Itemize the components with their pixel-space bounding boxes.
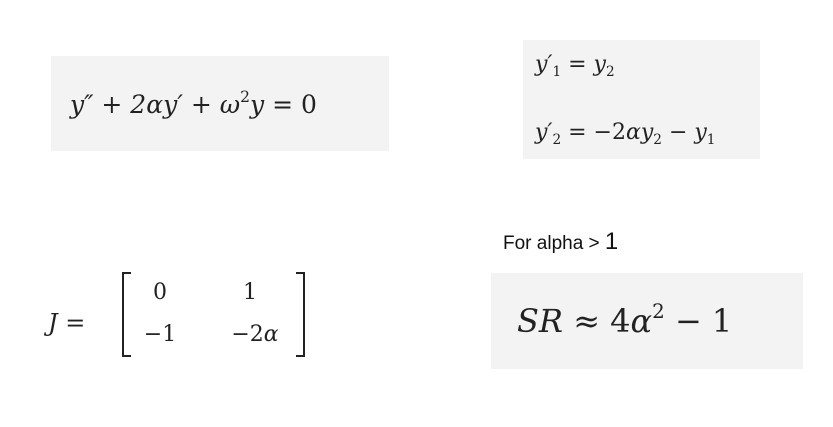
condition-label: For alpha > 1 [503, 228, 619, 255]
jacobian-matrix [120, 270, 320, 360]
matrix-cell-r2c1: −1 [143, 322, 177, 347]
matrix-cell-r1c2: 1 [243, 280, 257, 305]
system-equation-line-1: $y'_1 = y_2$ [535, 52, 615, 80]
matrix-cell-r1c1: 0 [153, 280, 167, 305]
matrix-cell-r2c2: −2α [231, 322, 279, 347]
jacobian-label: J = [48, 309, 86, 337]
sr-equation: SR ≈ $4\alpha^2 - 1$ [517, 300, 733, 340]
ode-equation: $y'' + 2\alpha y' + \omega^2y = 0$ [70, 88, 317, 119]
system-equation-line-2: $y'_2 = -2\alpha y_2 - y_1$ [535, 120, 716, 148]
